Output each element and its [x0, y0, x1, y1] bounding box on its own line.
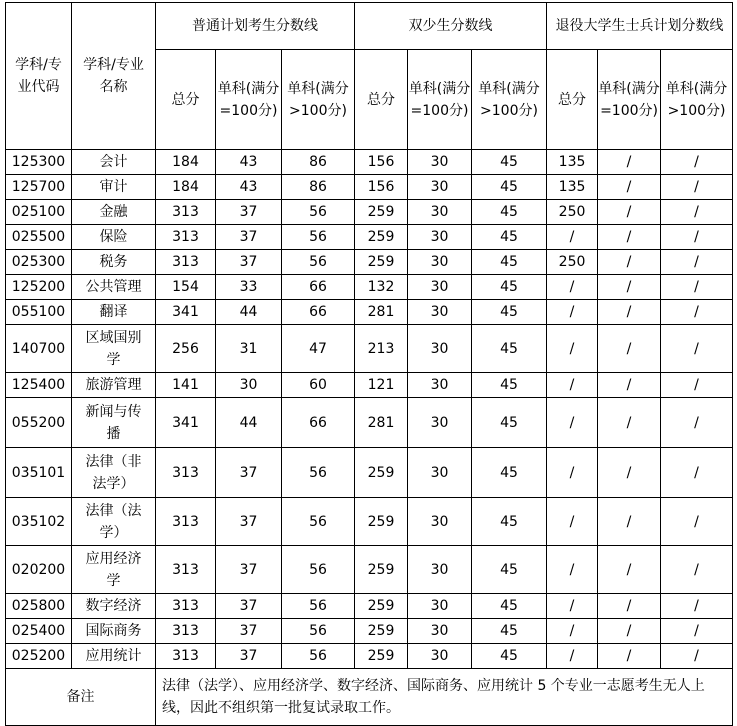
cell-score: 30	[408, 150, 472, 175]
cell-score: 259	[355, 200, 408, 225]
cell-score: /	[661, 325, 733, 373]
cell-score: 132	[355, 275, 408, 300]
cell-score: 313	[156, 250, 216, 275]
cell-score: /	[598, 644, 661, 669]
cell-score: 37	[216, 200, 282, 225]
cell-score: /	[598, 398, 661, 448]
cell-score: 37	[216, 250, 282, 275]
cell-score: /	[547, 619, 598, 644]
note-label: 备注	[6, 669, 156, 726]
cell-score: /	[547, 275, 598, 300]
cell-code: 025800	[6, 594, 72, 619]
cell-score: /	[598, 546, 661, 594]
cell-score: /	[598, 300, 661, 325]
cell-score: /	[661, 225, 733, 250]
cell-score: 45	[472, 200, 547, 225]
cell-name: 区域国别学	[72, 325, 156, 373]
cell-score: 156	[355, 150, 408, 175]
cell-score: /	[547, 225, 598, 250]
table-row	[6, 325, 733, 373]
cell-name: 旅游管理	[72, 373, 156, 398]
cell-code: 025100	[6, 200, 72, 225]
cell-score: 250	[547, 200, 598, 225]
cell-score: 45	[472, 150, 547, 175]
cell-code: 125400	[6, 373, 72, 398]
table-row	[6, 200, 733, 225]
cell-name: 应用经济学	[72, 546, 156, 594]
cell-score: 56	[282, 594, 355, 619]
subheader-cell: 单科(满分>100分)	[472, 50, 547, 150]
cell-score: 45	[472, 498, 547, 546]
cell-score: 184	[156, 150, 216, 175]
table-row	[6, 300, 733, 325]
cell-score: 45	[472, 594, 547, 619]
cell-code: 055200	[6, 398, 72, 448]
cell-score: /	[661, 398, 733, 448]
cell-score: 66	[282, 398, 355, 448]
subheader-cell: 单科(满分>100分)	[282, 50, 355, 150]
cell-score: 37	[216, 448, 282, 498]
cell-score: 30	[408, 250, 472, 275]
subheader-cell: 单科(满分>100分)	[661, 50, 733, 150]
cell-name: 应用统计	[72, 644, 156, 669]
cell-score: 33	[216, 275, 282, 300]
table-row	[6, 398, 733, 448]
header-name: 学科/专业名称	[72, 3, 156, 150]
cell-score: 86	[282, 150, 355, 175]
cell-score: 313	[156, 498, 216, 546]
cell-score: 37	[216, 619, 282, 644]
cell-score: 154	[156, 275, 216, 300]
cell-score: /	[547, 498, 598, 546]
table-row	[6, 250, 733, 275]
cell-code: 020200	[6, 546, 72, 594]
cell-score: 43	[216, 150, 282, 175]
note-text: 法律（法学）、应用经济学、数字经济、国际商务、应用统计 5 个专业一志愿考生无人上线，因此不组织第一批复试录取工作。	[156, 669, 733, 726]
table-row	[6, 448, 733, 498]
cell-name: 数字经济	[72, 594, 156, 619]
cell-code: 055100	[6, 300, 72, 325]
cell-score: /	[661, 448, 733, 498]
cell-score: /	[661, 250, 733, 275]
cell-score: /	[661, 200, 733, 225]
table-row	[6, 498, 733, 546]
cell-score: /	[598, 325, 661, 373]
cell-score: 30	[408, 225, 472, 250]
table-row	[6, 594, 733, 619]
cell-score: /	[661, 300, 733, 325]
cell-score: 259	[355, 644, 408, 669]
cell-score: /	[598, 498, 661, 546]
table-row	[6, 275, 733, 300]
subheader-cell: 总分	[156, 50, 216, 150]
cell-score: /	[547, 546, 598, 594]
cell-score: /	[661, 594, 733, 619]
cell-code: 140700	[6, 325, 72, 373]
cell-score: /	[598, 594, 661, 619]
cell-score: /	[661, 275, 733, 300]
cell-score: /	[547, 300, 598, 325]
cell-score: /	[547, 373, 598, 398]
cell-code: 035102	[6, 498, 72, 546]
table-row	[6, 175, 733, 200]
cell-score: 281	[355, 300, 408, 325]
table-row	[6, 225, 733, 250]
cell-score: 259	[355, 619, 408, 644]
cell-score: 30	[408, 325, 472, 373]
cell-score: 30	[408, 594, 472, 619]
cell-score: 45	[472, 175, 547, 200]
cell-score: 30	[408, 175, 472, 200]
table-row	[6, 150, 733, 175]
cell-score: 256	[156, 325, 216, 373]
table-row	[6, 373, 733, 398]
cell-name: 保险	[72, 225, 156, 250]
cell-code: 025500	[6, 225, 72, 250]
cell-score: 259	[355, 448, 408, 498]
header-group-veteran: 退役大学生士兵计划分数线	[547, 3, 733, 50]
cell-score: /	[661, 498, 733, 546]
cell-score: /	[661, 150, 733, 175]
cell-name: 税务	[72, 250, 156, 275]
cell-score: 45	[472, 373, 547, 398]
cell-score: 30	[408, 546, 472, 594]
table-row	[6, 619, 733, 644]
cell-score: 43	[216, 175, 282, 200]
cell-score: 313	[156, 644, 216, 669]
cell-score: 313	[156, 546, 216, 594]
subheader-cell: 单科(满分=100分)	[598, 50, 661, 150]
cell-code: 125200	[6, 275, 72, 300]
cell-score: /	[598, 200, 661, 225]
cell-score: /	[598, 448, 661, 498]
cell-name: 会计	[72, 150, 156, 175]
cell-score: 44	[216, 300, 282, 325]
cell-score: 281	[355, 398, 408, 448]
cell-score: /	[598, 250, 661, 275]
cell-score: 30	[408, 498, 472, 546]
cell-score: 45	[472, 398, 547, 448]
cell-score: 341	[156, 398, 216, 448]
cell-score: 37	[216, 644, 282, 669]
cell-score: /	[547, 398, 598, 448]
cell-name: 法律（非法学）	[72, 448, 156, 498]
cell-score: 184	[156, 175, 216, 200]
cell-score: 56	[282, 498, 355, 546]
cell-score: 30	[408, 398, 472, 448]
cell-score: 37	[216, 225, 282, 250]
cell-score: 30	[408, 300, 472, 325]
cell-score: 37	[216, 498, 282, 546]
cell-score: /	[598, 373, 661, 398]
subheader-cell: 总分	[355, 50, 408, 150]
cell-score: /	[547, 325, 598, 373]
header-group-regular: 普通计划考生分数线	[156, 3, 355, 50]
cell-score: /	[598, 275, 661, 300]
cell-score: 30	[408, 448, 472, 498]
cell-score: 135	[547, 175, 598, 200]
cell-score: /	[598, 225, 661, 250]
cell-name: 国际商务	[72, 619, 156, 644]
cell-score: 30	[408, 200, 472, 225]
cell-score: 341	[156, 300, 216, 325]
cell-score: /	[661, 175, 733, 200]
cell-score: 259	[355, 546, 408, 594]
score-table	[5, 2, 733, 726]
cell-score: 313	[156, 448, 216, 498]
cell-score: 45	[472, 225, 547, 250]
cell-name: 翻译	[72, 300, 156, 325]
cell-score: 66	[282, 275, 355, 300]
cell-score: 56	[282, 250, 355, 275]
cell-score: 56	[282, 200, 355, 225]
cell-score: 259	[355, 594, 408, 619]
cell-score: 56	[282, 448, 355, 498]
cell-code: 125300	[6, 150, 72, 175]
cell-score: /	[547, 594, 598, 619]
header-code: 学科/专业代码	[6, 3, 72, 150]
cell-code: 025300	[6, 250, 72, 275]
subheader-cell: 总分	[547, 50, 598, 150]
cell-score: 47	[282, 325, 355, 373]
cell-score: 45	[472, 644, 547, 669]
cell-score: 250	[547, 250, 598, 275]
cell-score: 135	[547, 150, 598, 175]
cell-score: 313	[156, 594, 216, 619]
subheader-cell: 单科(满分=100分)	[408, 50, 472, 150]
cell-code: 035101	[6, 448, 72, 498]
cell-score: 30	[216, 373, 282, 398]
cell-score: 30	[408, 644, 472, 669]
table-row	[6, 546, 733, 594]
cell-score: 44	[216, 398, 282, 448]
cell-score: 121	[355, 373, 408, 398]
cell-score: 66	[282, 300, 355, 325]
cell-name: 新闻与传播	[72, 398, 156, 448]
cell-score: /	[661, 644, 733, 669]
cell-name: 法律（法学）	[72, 498, 156, 546]
cell-score: 60	[282, 373, 355, 398]
cell-score: /	[661, 546, 733, 594]
cell-score: 45	[472, 619, 547, 644]
cell-name: 金融	[72, 200, 156, 225]
cell-score: 313	[156, 225, 216, 250]
cell-score: /	[598, 175, 661, 200]
cell-score: 213	[355, 325, 408, 373]
cell-score: 45	[472, 300, 547, 325]
cell-score: 45	[472, 325, 547, 373]
cell-score: 37	[216, 594, 282, 619]
cell-code: 025400	[6, 619, 72, 644]
cell-score: 45	[472, 448, 547, 498]
cell-score: /	[547, 644, 598, 669]
cell-score: 259	[355, 498, 408, 546]
cell-score: 30	[408, 373, 472, 398]
table-row	[6, 644, 733, 669]
cell-score: 313	[156, 619, 216, 644]
cell-score: 56	[282, 546, 355, 594]
cell-score: 45	[472, 250, 547, 275]
cell-score: /	[598, 619, 661, 644]
cell-score: /	[661, 619, 733, 644]
cell-score: 56	[282, 619, 355, 644]
cell-code: 025200	[6, 644, 72, 669]
cell-name: 审计	[72, 175, 156, 200]
header-group-minority: 双少生分数线	[355, 3, 547, 50]
cell-score: 30	[408, 275, 472, 300]
cell-score: 31	[216, 325, 282, 373]
cell-name: 公共管理	[72, 275, 156, 300]
cell-score: 156	[355, 175, 408, 200]
subheader-cell: 单科(满分=100分)	[216, 50, 282, 150]
cell-score: /	[547, 448, 598, 498]
cell-score: 141	[156, 373, 216, 398]
cell-score: 37	[216, 546, 282, 594]
cell-score: 45	[472, 275, 547, 300]
cell-score: 45	[472, 546, 547, 594]
cell-score: /	[661, 373, 733, 398]
cell-score: 259	[355, 250, 408, 275]
cell-score: 30	[408, 619, 472, 644]
cell-code: 125700	[6, 175, 72, 200]
cell-score: 259	[355, 225, 408, 250]
cell-score: /	[598, 150, 661, 175]
cell-score: 86	[282, 175, 355, 200]
cell-score: 56	[282, 225, 355, 250]
cell-score: 56	[282, 644, 355, 669]
cell-score: 313	[156, 200, 216, 225]
